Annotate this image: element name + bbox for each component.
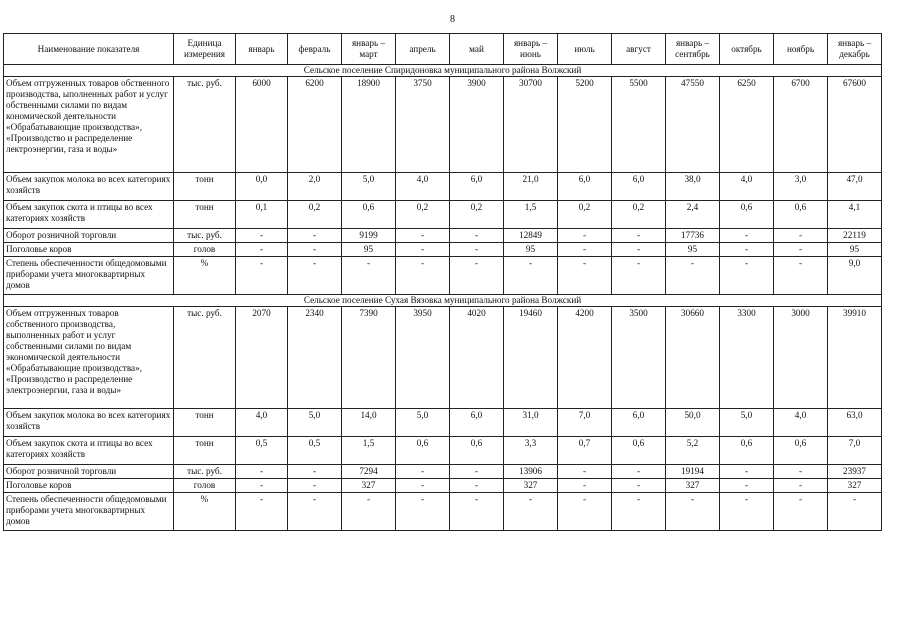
column-header: январь – сентябрь — [666, 34, 720, 65]
value-cell: 95 — [828, 243, 882, 257]
value-cell: - — [774, 243, 828, 257]
table-row — [4, 307, 882, 409]
value-cell: - — [720, 493, 774, 531]
indicator-name: Объем закупок молока во всех категориях хозяйств — [4, 173, 174, 201]
unit-cell: тыс. руб. — [174, 77, 236, 173]
value-cell: - — [720, 465, 774, 479]
value-cell: - — [450, 493, 504, 531]
value-cell: - — [396, 479, 450, 493]
value-cell: 95 — [504, 243, 558, 257]
table-row — [4, 479, 882, 493]
value-cell: 7390 — [342, 307, 396, 409]
value-cell: 3950 — [396, 307, 450, 409]
value-cell: 6,0 — [450, 173, 504, 201]
value-cell: 14,0 — [342, 409, 396, 437]
value-cell: - — [504, 493, 558, 531]
value-cell: 4,0 — [774, 409, 828, 437]
value-cell: - — [450, 243, 504, 257]
value-cell: 22119 — [828, 229, 882, 243]
indicator-name: Степень обеспеченности общедомовыми приборами учета многоквартирных домов — [4, 493, 174, 531]
value-cell: - — [558, 493, 612, 531]
value-cell: 0,6 — [774, 201, 828, 229]
value-cell: 6000 — [236, 77, 288, 173]
value-cell: 327 — [342, 479, 396, 493]
value-cell: 3,0 — [774, 173, 828, 201]
value-cell: 3900 — [450, 77, 504, 173]
header-row — [4, 34, 882, 65]
value-cell: 9199 — [342, 229, 396, 243]
unit-cell: голов — [174, 243, 236, 257]
value-cell: - — [828, 493, 882, 531]
value-cell: 9,0 — [828, 257, 882, 295]
value-cell: 0,6 — [342, 201, 396, 229]
value-cell: 327 — [504, 479, 558, 493]
value-cell: 18900 — [342, 77, 396, 173]
indicator-name: Объем закупок скота и птицы во всех категориях хозяйств — [4, 437, 174, 465]
value-cell: - — [342, 493, 396, 531]
column-header: октябрь — [720, 34, 774, 65]
value-cell: 7294 — [342, 465, 396, 479]
value-cell: - — [236, 465, 288, 479]
column-header: Наименование показателя — [4, 34, 174, 65]
value-cell: 2,0 — [288, 173, 342, 201]
value-cell: - — [612, 257, 666, 295]
value-cell: - — [558, 465, 612, 479]
value-cell: 0,2 — [612, 201, 666, 229]
value-cell: 7,0 — [828, 437, 882, 465]
value-cell: 6200 — [288, 77, 342, 173]
value-cell: - — [666, 493, 720, 531]
value-cell: - — [774, 465, 828, 479]
unit-cell: % — [174, 257, 236, 295]
value-cell: 31,0 — [504, 409, 558, 437]
value-cell: 4,0 — [396, 173, 450, 201]
value-cell: - — [612, 465, 666, 479]
value-cell: 1,5 — [504, 201, 558, 229]
indicator-name: Оборот розничной торговли — [4, 465, 174, 479]
value-cell: 1,5 — [342, 437, 396, 465]
section-row — [4, 295, 882, 307]
value-cell: 2070 — [236, 307, 288, 409]
indicator-name: Объем отгруженных товаров обственного производства, ыполненных работ и услуг обственными силами по видам кономической деятельности «Обрабатывающие производства», «Производство и распределение лектроэнергии, газа и воды» — [4, 77, 174, 173]
value-cell: - — [774, 479, 828, 493]
value-cell: - — [666, 257, 720, 295]
value-cell: - — [720, 257, 774, 295]
value-cell: 0,2 — [288, 201, 342, 229]
value-cell: 30700 — [504, 77, 558, 173]
value-cell: 39910 — [828, 307, 882, 409]
value-cell: 0,5 — [236, 437, 288, 465]
value-cell: - — [236, 229, 288, 243]
value-cell: 6,0 — [450, 409, 504, 437]
value-cell: 5,0 — [396, 409, 450, 437]
value-cell: 13906 — [504, 465, 558, 479]
value-cell: 0,6 — [774, 437, 828, 465]
value-cell: 6250 — [720, 77, 774, 173]
value-cell: 5500 — [612, 77, 666, 173]
value-cell: 6,0 — [612, 173, 666, 201]
value-cell: 0,5 — [288, 437, 342, 465]
indicator-name: Объем отгруженных товаров собственного производства, выполненных работ и услуг собственными силами по видам экономической деятельности «Обрабатывающие производства», «Производство и распределение электроэнергии, газа и воды» — [4, 307, 174, 409]
value-cell: - — [342, 257, 396, 295]
indicator-name: Объем закупок молока во всех категориях хозяйств — [4, 409, 174, 437]
value-cell: - — [236, 493, 288, 531]
value-cell: - — [396, 257, 450, 295]
column-header: январь – июнь — [504, 34, 558, 65]
table-row — [4, 201, 882, 229]
value-cell: - — [450, 479, 504, 493]
column-header: ноябрь — [774, 34, 828, 65]
value-cell: - — [450, 257, 504, 295]
value-cell: 21,0 — [504, 173, 558, 201]
value-cell: 12849 — [504, 229, 558, 243]
column-header: апрель — [396, 34, 450, 65]
value-cell: 95 — [666, 243, 720, 257]
value-cell: - — [396, 493, 450, 531]
table-row — [4, 229, 882, 243]
table-header — [4, 34, 882, 65]
value-cell: 19460 — [504, 307, 558, 409]
value-cell: 0,6 — [612, 437, 666, 465]
table-row — [4, 77, 882, 173]
value-cell: - — [396, 229, 450, 243]
value-cell: 95 — [342, 243, 396, 257]
value-cell: 47,0 — [828, 173, 882, 201]
value-cell: - — [288, 465, 342, 479]
value-cell: 6700 — [774, 77, 828, 173]
unit-cell: голов — [174, 479, 236, 493]
value-cell: - — [774, 257, 828, 295]
value-cell: - — [288, 257, 342, 295]
value-cell: 0,7 — [558, 437, 612, 465]
column-header: июль — [558, 34, 612, 65]
value-cell: 6,0 — [612, 409, 666, 437]
value-cell: - — [558, 479, 612, 493]
value-cell: 17736 — [666, 229, 720, 243]
value-cell: 30660 — [666, 307, 720, 409]
value-cell: 3500 — [612, 307, 666, 409]
value-cell: 4,1 — [828, 201, 882, 229]
indicator-name: Поголовье коров — [4, 479, 174, 493]
value-cell: - — [612, 493, 666, 531]
indicator-name: Поголовье коров — [4, 243, 174, 257]
table-body — [4, 65, 882, 531]
value-cell: 50,0 — [666, 409, 720, 437]
column-header: январь — [236, 34, 288, 65]
value-cell: 327 — [666, 479, 720, 493]
unit-cell: % — [174, 493, 236, 531]
value-cell: 5,0 — [720, 409, 774, 437]
value-cell: - — [450, 229, 504, 243]
column-header: январь – март — [342, 34, 396, 65]
table-row — [4, 465, 882, 479]
unit-cell: тонн — [174, 409, 236, 437]
section-row — [4, 65, 882, 77]
value-cell: - — [236, 243, 288, 257]
unit-cell: тонн — [174, 201, 236, 229]
value-cell: - — [720, 243, 774, 257]
value-cell: - — [396, 465, 450, 479]
value-cell: 0,6 — [720, 201, 774, 229]
value-cell: 4200 — [558, 307, 612, 409]
value-cell: 67600 — [828, 77, 882, 173]
value-cell: 63,0 — [828, 409, 882, 437]
page-number: 8 — [450, 14, 455, 25]
indicator-name: Объем закупок скота и птицы во всех категориях хозяйств — [4, 201, 174, 229]
value-cell: - — [288, 229, 342, 243]
value-cell: 23937 — [828, 465, 882, 479]
table-row — [4, 257, 882, 295]
value-cell: 5200 — [558, 77, 612, 173]
value-cell: 2,4 — [666, 201, 720, 229]
value-cell: - — [612, 243, 666, 257]
value-cell: 3,3 — [504, 437, 558, 465]
value-cell: - — [504, 257, 558, 295]
indicator-name: Оборот розничной торговли — [4, 229, 174, 243]
value-cell: 0,1 — [236, 201, 288, 229]
table-row — [4, 173, 882, 201]
value-cell: - — [288, 493, 342, 531]
value-cell: 0,0 — [236, 173, 288, 201]
value-cell: - — [236, 479, 288, 493]
unit-cell: тонн — [174, 437, 236, 465]
value-cell: 0,6 — [396, 437, 450, 465]
column-header: февраль — [288, 34, 342, 65]
value-cell: 4020 — [450, 307, 504, 409]
value-cell: 3300 — [720, 307, 774, 409]
value-cell: 327 — [828, 479, 882, 493]
column-header: Единица измерения — [174, 34, 236, 65]
value-cell: - — [558, 229, 612, 243]
indicator-name: Степень обеспеченности общедомовыми приборами учета многоквартирных домов — [4, 257, 174, 295]
value-cell: - — [558, 243, 612, 257]
value-cell: 5,0 — [342, 173, 396, 201]
value-cell: - — [288, 243, 342, 257]
value-cell: 38,0 — [666, 173, 720, 201]
value-cell: - — [558, 257, 612, 295]
value-cell: - — [612, 229, 666, 243]
value-cell: 47550 — [666, 77, 720, 173]
unit-cell: тыс. руб. — [174, 465, 236, 479]
value-cell: 2340 — [288, 307, 342, 409]
value-cell: 5,2 — [666, 437, 720, 465]
value-cell: 4,0 — [236, 409, 288, 437]
table-row — [4, 243, 882, 257]
column-header: август — [612, 34, 666, 65]
value-cell: - — [774, 229, 828, 243]
unit-cell: тонн — [174, 173, 236, 201]
value-cell: - — [720, 479, 774, 493]
value-cell: - — [288, 479, 342, 493]
table-row — [4, 409, 882, 437]
value-cell: 3750 — [396, 77, 450, 173]
value-cell: 0,2 — [450, 201, 504, 229]
value-cell: - — [612, 479, 666, 493]
section-title: Сельское поселение Спиридоновка муниципального района Волжский — [4, 65, 882, 77]
value-cell: 6,0 — [558, 173, 612, 201]
section-title: Сельское поселение Сухая Вязовка муниципального района Волжский — [4, 295, 882, 307]
value-cell: 4,0 — [720, 173, 774, 201]
value-cell: 0,2 — [558, 201, 612, 229]
value-cell: 19194 — [666, 465, 720, 479]
value-cell: 7,0 — [558, 409, 612, 437]
table-row — [4, 437, 882, 465]
unit-cell: тыс. руб. — [174, 229, 236, 243]
unit-cell: тыс. руб. — [174, 307, 236, 409]
value-cell: - — [396, 243, 450, 257]
column-header: январь – декабрь — [828, 34, 882, 65]
column-header: май — [450, 34, 504, 65]
value-cell: 5,0 — [288, 409, 342, 437]
value-cell: 0,6 — [450, 437, 504, 465]
value-cell: - — [720, 229, 774, 243]
value-cell: 0,2 — [396, 201, 450, 229]
table-row — [4, 493, 882, 531]
value-cell: - — [774, 493, 828, 531]
value-cell: 3000 — [774, 307, 828, 409]
value-cell: - — [450, 465, 504, 479]
value-cell: - — [236, 257, 288, 295]
value-cell: 0,6 — [720, 437, 774, 465]
indicator-table — [3, 33, 882, 531]
